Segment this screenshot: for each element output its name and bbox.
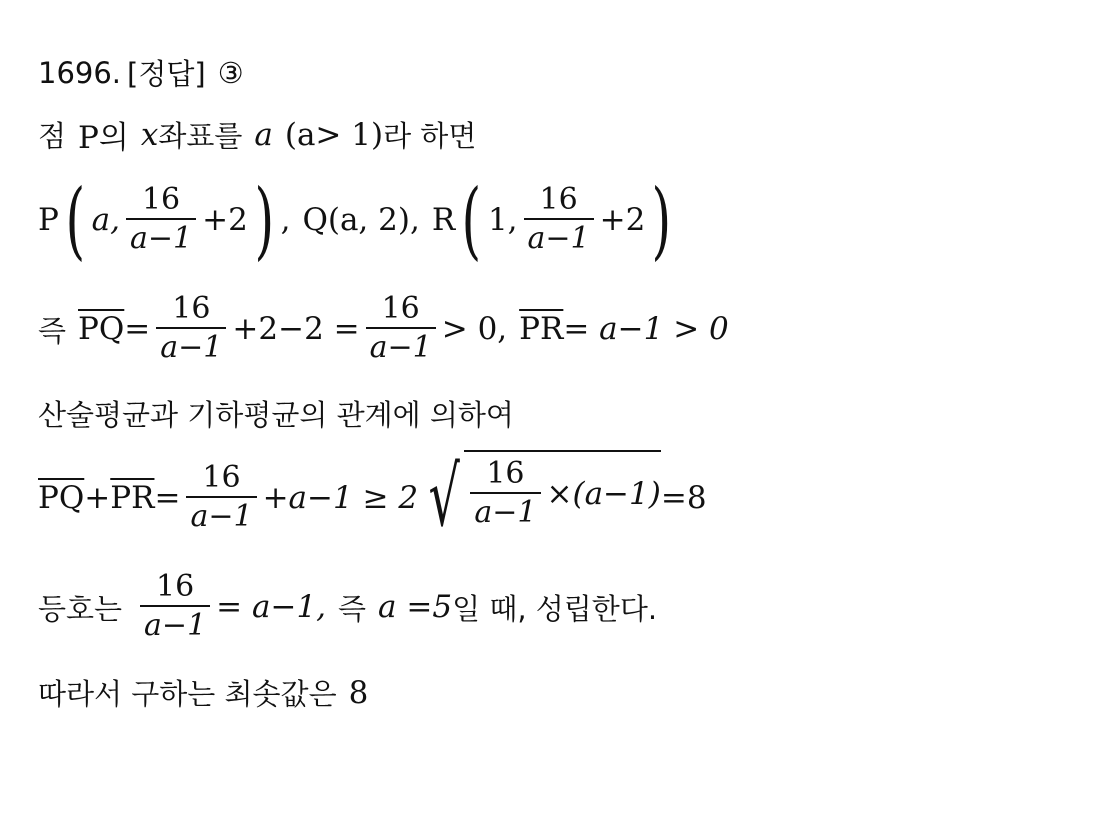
square-root: √ $\frac{16}{a-1}$ ×(a−1) bbox=[428, 449, 661, 545]
problem-number: 1696. bbox=[38, 55, 122, 90]
point-p: P bbox=[38, 202, 59, 238]
am-gm-line: $\overline{PQ}$ + $\overline{PR}$ = $\frac{16}{a-1}$ +a−1 ≥ 2 √ $\frac{16}{a-1}$ ×(a−1) =8 bbox=[38, 449, 707, 545]
fraction: $\frac{16}{a-1}$ bbox=[366, 291, 436, 367]
var-x: x bbox=[140, 116, 159, 153]
q-args: (a, 2), bbox=[327, 202, 420, 238]
text-p: P의 bbox=[78, 120, 129, 156]
text-jeom: 점 bbox=[38, 119, 67, 153]
conclusion-line: 따라서 구하는 최솟값은 8 bbox=[38, 674, 369, 711]
r-x: 1, bbox=[487, 202, 518, 238]
minimum-value: 8 bbox=[348, 674, 369, 711]
fraction: $\frac{16}{a-1}$ bbox=[126, 182, 196, 258]
text-let: 라 하면 bbox=[383, 119, 477, 153]
text-jeuk: 즉 bbox=[38, 313, 67, 348]
fraction: $\frac{16}{a-1}$ bbox=[156, 291, 226, 367]
answer-header bbox=[38, 52, 244, 93]
fraction: $\frac{16}{a-1}$ bbox=[524, 182, 594, 258]
am-gm-text: 산술평균과 기하평균의 관계에 의하여 bbox=[38, 398, 514, 432]
equality-line: 등호는 $\frac{16}{a-1}$ = a−1, 즉 a =5 일 때, 성립한다. bbox=[38, 569, 658, 643]
answer-label: [정답] bbox=[127, 57, 206, 91]
p-x: a, bbox=[91, 202, 120, 238]
lengths-line: 즉 $\overline{PQ}$ = $\frac{16}{a-1}$ +2−2 = $\frac{16}{a-1}$ > 0, $\overline{PR}$ = a−1 > 0 bbox=[38, 291, 729, 365]
fraction: $\frac{16}{a-1}$ bbox=[186, 460, 256, 536]
segment-pr: $\overline{PR}$ bbox=[110, 479, 155, 516]
point-q: Q bbox=[302, 202, 328, 238]
var-a: a bbox=[254, 116, 273, 153]
segment-pq: $\overline{PQ}$ bbox=[78, 311, 125, 347]
text-coordinate: 좌표를 bbox=[158, 119, 243, 153]
point-r: R bbox=[431, 202, 456, 238]
segment-pq: $\overline{PQ}$ bbox=[38, 479, 85, 516]
coordinates-line: P ( a, $\frac{16}{a-1}$ +2 ) , Q (a, 2), R ( 1, $\frac{16}{a-1}$ +2 ) bbox=[38, 171, 672, 269]
fraction: $\frac{16}{a-1}$ bbox=[470, 456, 540, 532]
fraction: $\frac{16}{a-1}$ bbox=[140, 569, 210, 645]
setup-line bbox=[38, 112, 476, 157]
condition: (a> 1) bbox=[284, 116, 384, 153]
answer-choice: ③ bbox=[217, 55, 244, 90]
segment-pr: $\overline{PR}$ bbox=[519, 311, 564, 347]
